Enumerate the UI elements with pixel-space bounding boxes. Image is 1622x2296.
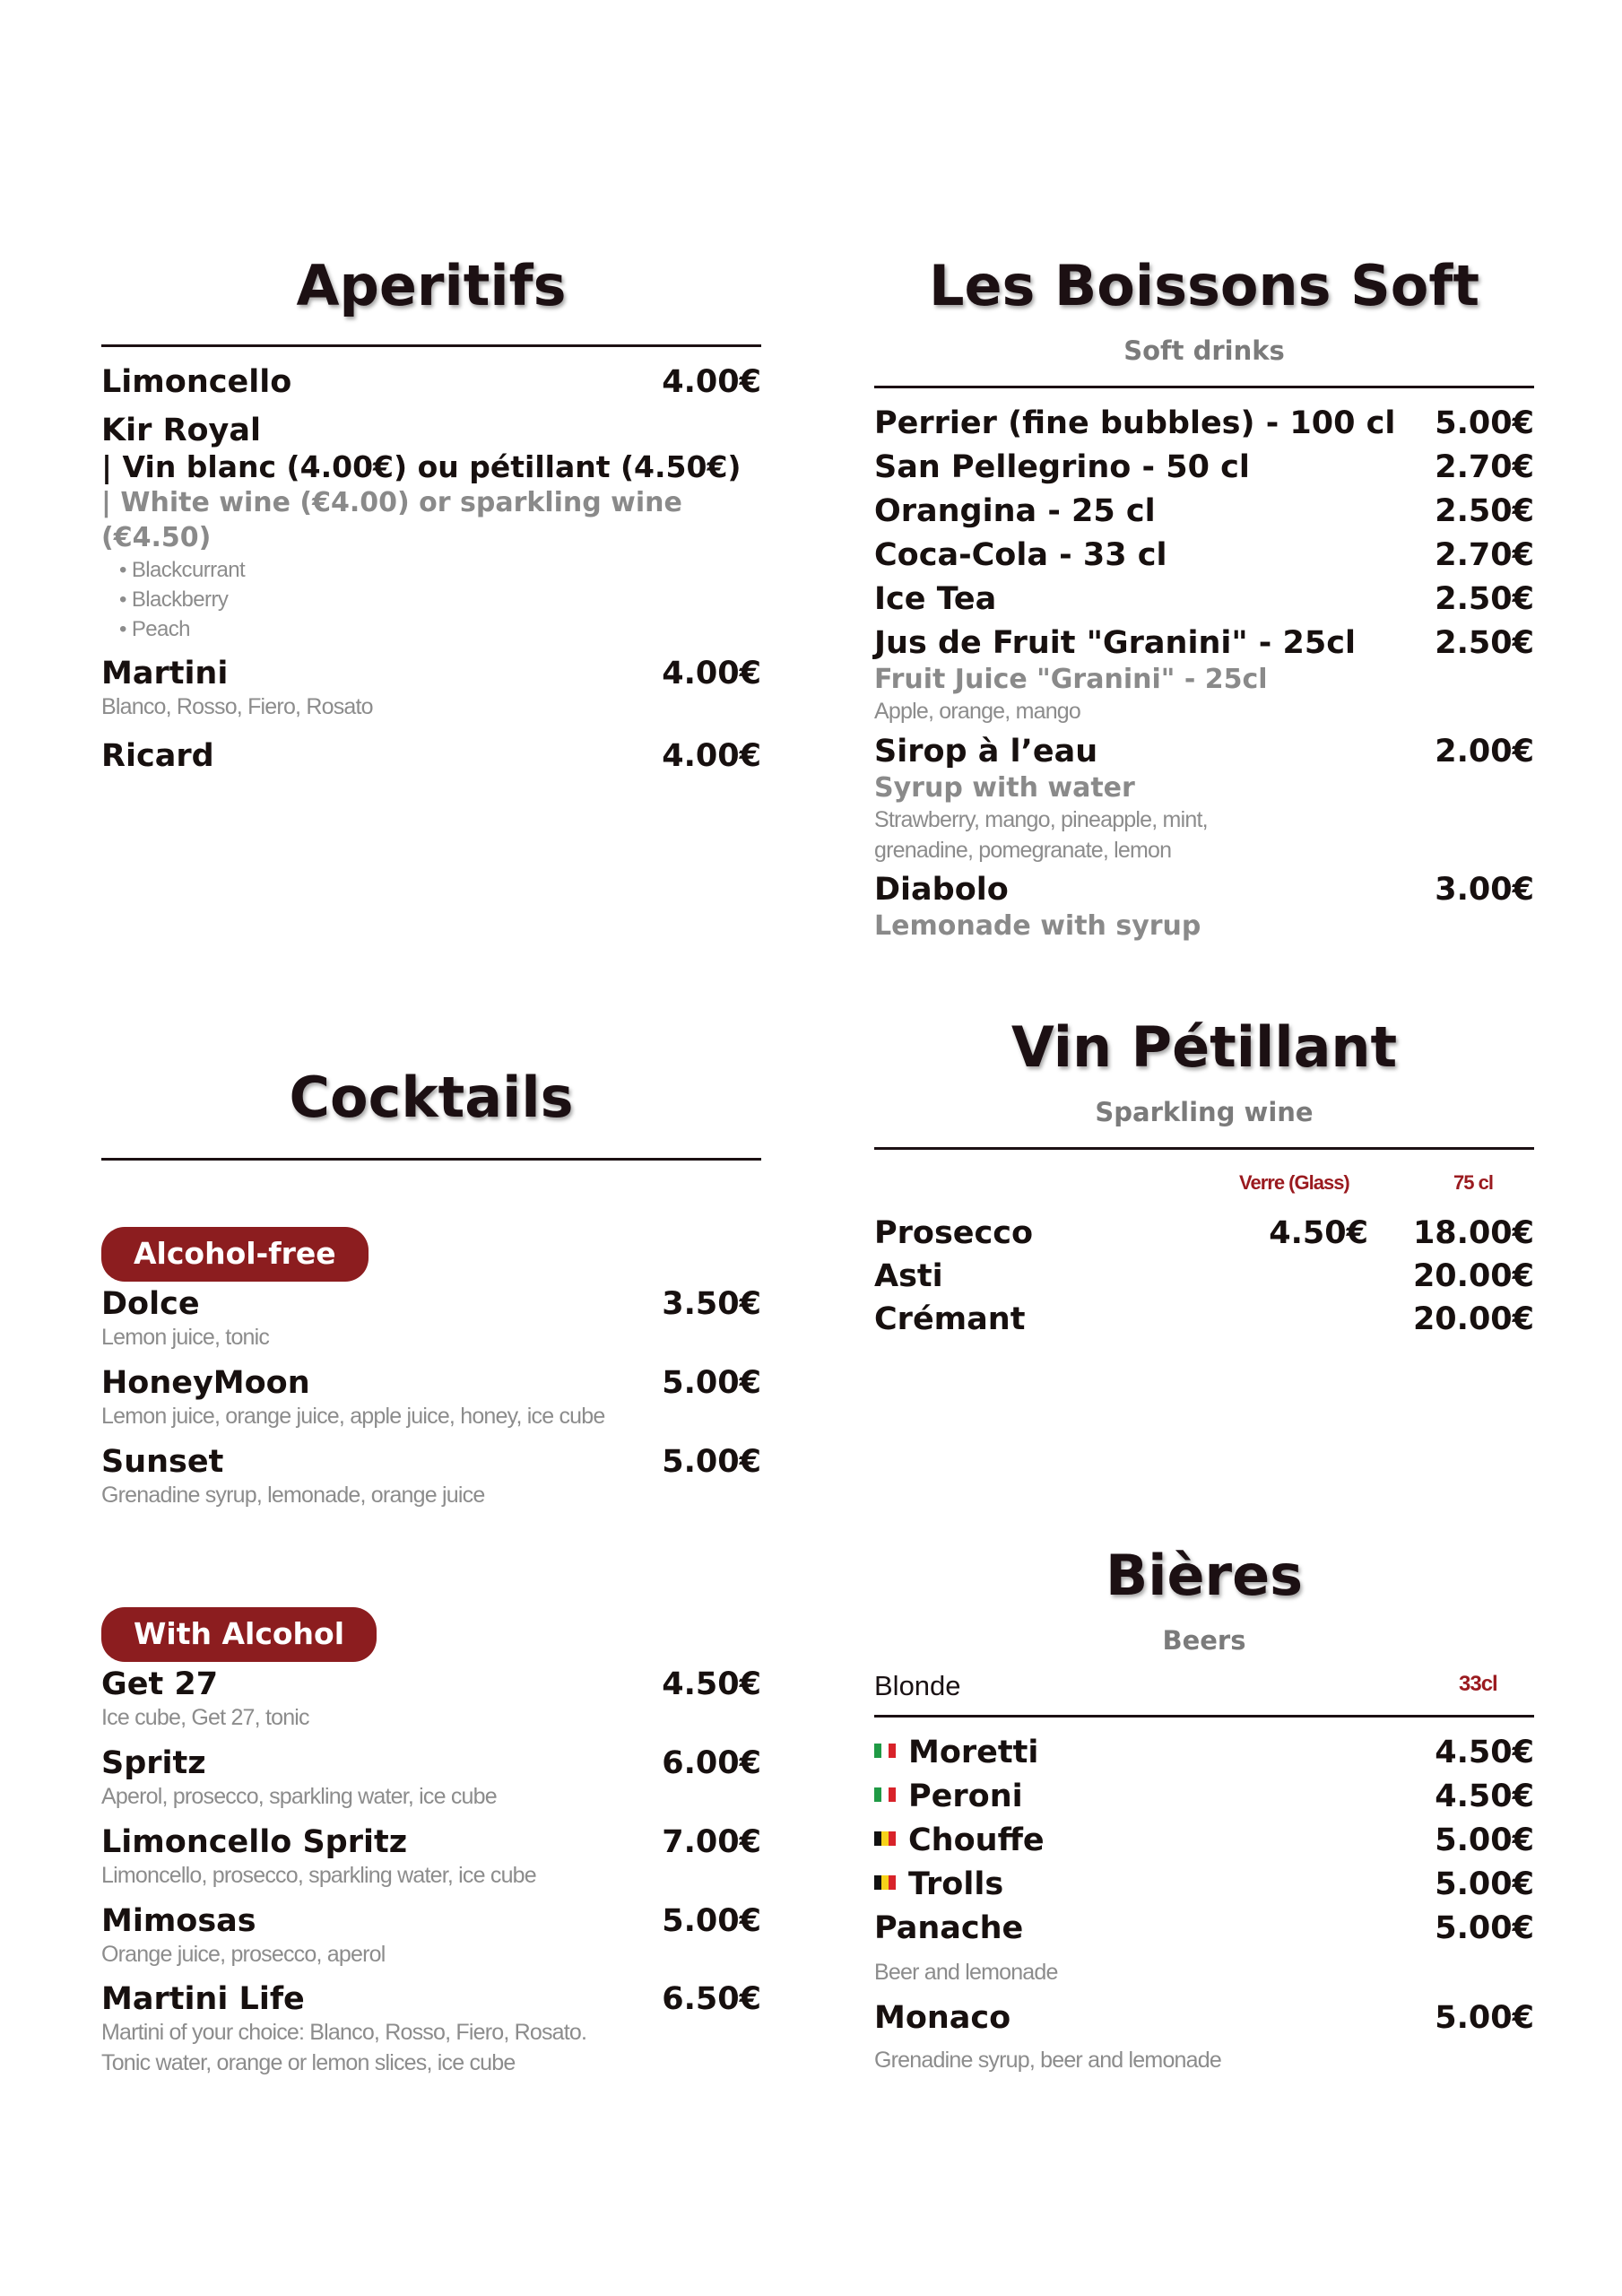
menu-item-chouffe xyxy=(874,1822,1534,1859)
menu-item-sunset xyxy=(101,1443,761,1511)
kir-line-fr: | Vin blanc (4.00€) ou pétillant (4.50€) xyxy=(101,449,742,484)
soft-drinks-section xyxy=(874,253,1534,944)
menu-item-dolce xyxy=(101,1285,761,1353)
soft-drinks-divider xyxy=(874,386,1534,388)
beers-category-row xyxy=(874,1670,1534,1708)
beers-list xyxy=(874,1734,1534,2076)
menu-item-panache xyxy=(874,1909,1534,1988)
item-desc: Blanco, Rosso, Fiero, Rosato xyxy=(101,693,373,719)
item-desc: Beer and lemonade xyxy=(874,1960,1058,1985)
menu-item-san-pellegrino xyxy=(874,448,1534,486)
item-name: Get 27 xyxy=(101,1666,219,1703)
kir-option: • Blackberry xyxy=(119,587,229,612)
beers-subtitle: Beers xyxy=(1162,1625,1246,1656)
beer-size-header: 33cl xyxy=(1459,1672,1497,1696)
sparkling-column-headers xyxy=(874,1171,1534,1202)
menu-item-diabolo xyxy=(874,871,1534,944)
italy-flag-icon xyxy=(874,1787,896,1802)
aperitifs-section xyxy=(101,253,761,775)
item-desc: Lemon juice, tonic xyxy=(101,1325,270,1350)
item-name: Spritz xyxy=(101,1745,206,1781)
item-price: 4.50€ xyxy=(1435,1735,1534,1770)
beers-title: Bières xyxy=(1105,1543,1304,1608)
item-glass-price: 4.50€ xyxy=(1269,1215,1368,1251)
menu-item-limoncello xyxy=(101,363,761,401)
item-name: HoneyMoon xyxy=(101,1364,310,1401)
item-price: 6.50€ xyxy=(662,1981,761,2018)
soft-drinks-title: Les Boissons Soft xyxy=(928,253,1480,318)
item-price: 2.70€ xyxy=(1435,449,1534,485)
item-desc: Ice cube, Get 27, tonic xyxy=(101,1705,309,1731)
item-name: Kir Royal xyxy=(101,413,261,448)
sparkling-wine-subtitle: Sparkling wine xyxy=(1095,1097,1314,1127)
item-bottle-price: 18.00€ xyxy=(1412,1215,1534,1251)
item-name: Perrier (fine bubbles) - 100 cl xyxy=(874,405,1396,441)
item-desc: Orange juice, prosecco, aperol xyxy=(101,1941,386,1967)
item-price: 5.00€ xyxy=(1435,1822,1534,1858)
menu-item-sirop xyxy=(874,733,1534,866)
with-alcohol-group xyxy=(101,1607,761,2079)
item-name: Martini Life xyxy=(101,1981,305,2018)
item-desc: grenadine, pomegranate, lemon xyxy=(874,837,1172,863)
cocktails-title: Cocktails xyxy=(289,1065,574,1130)
belgium-flag-icon xyxy=(874,1875,896,1890)
item-price: 2.00€ xyxy=(1435,733,1534,770)
item-price: 4.00€ xyxy=(662,737,761,774)
item-name: Orangina - 25 cl xyxy=(874,493,1156,529)
item-price: 4.50€ xyxy=(1435,1779,1534,1814)
item-price: 4.50€ xyxy=(662,1666,761,1703)
item-desc: Apple, orange, mango xyxy=(874,699,1081,724)
item-subtitle: Syrup with water xyxy=(874,771,1135,804)
menu-item-cremant xyxy=(874,1300,1534,1338)
item-price: 5.00€ xyxy=(1435,1910,1534,1946)
item-price: 5.00€ xyxy=(1435,1999,1534,2036)
item-name: Ricard xyxy=(101,737,214,774)
item-name: Sunset xyxy=(101,1443,224,1480)
menu-item-monaco xyxy=(874,1999,1534,2076)
item-desc: Lemon juice, orange juice, apple juice, honey, ice cube xyxy=(101,1403,605,1429)
item-name-text: Moretti xyxy=(908,1735,1039,1770)
item-subtitle: Fruit Juice "Granini" - 25cl xyxy=(874,664,1268,695)
item-bottle-price: 20.00€ xyxy=(1412,1258,1534,1294)
item-price: 5.00€ xyxy=(662,1364,761,1401)
sparkling-wine-divider xyxy=(874,1147,1534,1150)
menu-item-martini xyxy=(101,655,761,723)
item-name: Limoncello Spritz xyxy=(101,1823,408,1860)
item-price: 4.00€ xyxy=(662,655,761,691)
item-name-text: Chouffe xyxy=(908,1822,1045,1858)
item-desc: Tonic water, orange or lemon slices, ice cube xyxy=(101,2050,516,2075)
item-bottle-price: 20.00€ xyxy=(1412,1301,1534,1337)
item-desc: Martini of your choice: Blanco, Rosso, Fiero, Rosato. xyxy=(101,2020,587,2046)
menu-item-prosecco xyxy=(874,1214,1534,1252)
kir-option: • Peach xyxy=(119,616,190,641)
menu-item-coca-cola xyxy=(874,536,1534,574)
glass-column-header: Verre (Glass) xyxy=(1239,1171,1349,1194)
item-desc: Aperol, prosecco, sparkling water, ice cube xyxy=(101,1784,497,1809)
alcohol-free-badge: Alcohol-free xyxy=(101,1227,369,1282)
item-desc: Grenadine syrup, lemonade, orange juice xyxy=(101,1482,485,1508)
beers-section xyxy=(874,1543,1534,2076)
menu-item-peroni xyxy=(874,1778,1534,1815)
item-price: 2.70€ xyxy=(1435,537,1534,573)
menu-item-granini xyxy=(874,624,1534,727)
menu-item-mimosas xyxy=(101,1902,761,1970)
item-name: Prosecco xyxy=(874,1215,1034,1251)
item-price: 7.00€ xyxy=(662,1823,761,1860)
with-alcohol-badge: With Alcohol xyxy=(101,1607,377,1662)
item-price: 2.50€ xyxy=(1435,581,1534,617)
item-name: Ice Tea xyxy=(874,581,997,617)
kir-line-en: | White wine (€4.00) or sparkling wine (€4.50) xyxy=(101,486,682,553)
menu-item-moretti xyxy=(874,1734,1534,1771)
item-name: Mimosas xyxy=(101,1902,256,1939)
menu-item-martini-life xyxy=(101,1980,761,2079)
menu-item-limoncello-spritz xyxy=(101,1823,761,1892)
menu-item-trolls xyxy=(874,1866,1534,1903)
item-name: Coca-Cola - 33 cl xyxy=(874,537,1167,573)
item-name: Monaco xyxy=(874,1999,1011,2036)
aperitifs-title: Aperitifs xyxy=(296,253,567,318)
item-price: 2.50€ xyxy=(1435,493,1534,529)
menu-item-spritz xyxy=(101,1744,761,1813)
item-price: 5.00€ xyxy=(1435,405,1534,441)
sparkling-wine-section xyxy=(874,1014,1534,1338)
item-name: Sirop à l’eau xyxy=(874,733,1098,770)
aperitifs-divider xyxy=(101,344,761,347)
item-price: 4.00€ xyxy=(662,364,761,400)
soft-drinks-list xyxy=(874,404,1534,944)
item-price: 5.00€ xyxy=(662,1902,761,1939)
item-price: 5.00€ xyxy=(662,1443,761,1480)
menu-item-honeymoon xyxy=(101,1364,761,1432)
item-desc: Grenadine syrup, beer and lemonade xyxy=(874,2047,1221,2073)
item-desc: Limoncello, prosecco, sparkling water, ice cube xyxy=(101,1862,536,1888)
soft-drinks-subtitle: Soft drinks xyxy=(1123,335,1285,366)
cocktails-section xyxy=(101,1065,761,2079)
item-name: Dolce xyxy=(101,1286,200,1322)
kir-option: • Blackcurrant xyxy=(119,557,246,582)
bottle-column-header: 75 cl xyxy=(1453,1171,1493,1194)
item-name-text: Peroni xyxy=(908,1779,1023,1814)
menu-item-ricard xyxy=(101,737,761,775)
item-name: Jus de Fruit "Granini" - 25cl xyxy=(874,625,1356,661)
beer-category-label: Blonde xyxy=(874,1670,961,1701)
menu-item-get27 xyxy=(101,1665,761,1734)
menu-item-ice-tea xyxy=(874,580,1534,618)
item-name: Diabolo xyxy=(874,872,1009,909)
menu-item-perrier xyxy=(874,404,1534,442)
cocktails-divider xyxy=(101,1158,761,1161)
item-price: 2.50€ xyxy=(1435,625,1534,661)
item-name: San Pellegrino - 50 cl xyxy=(874,449,1250,485)
menu-item-orangina xyxy=(874,492,1534,530)
menu-item-asti xyxy=(874,1257,1534,1295)
italy-flag-icon xyxy=(874,1744,896,1758)
item-name: Panache xyxy=(874,1910,1024,1946)
item-price: 5.00€ xyxy=(1435,1866,1534,1902)
item-name: Asti xyxy=(874,1258,943,1294)
item-name: Limoncello xyxy=(101,364,292,400)
item-name: Crémant xyxy=(874,1301,1026,1337)
menu-item-kir-royal xyxy=(101,412,761,644)
item-price: 3.00€ xyxy=(1435,872,1534,909)
belgium-flag-icon xyxy=(874,1831,896,1846)
item-name-text: Trolls xyxy=(908,1866,1004,1902)
beers-divider xyxy=(874,1715,1534,1718)
item-price: 3.50€ xyxy=(662,1286,761,1322)
item-price: 6.00€ xyxy=(662,1745,761,1781)
item-desc: Strawberry, mango, pineapple, mint, xyxy=(874,806,1208,832)
item-name: Martini xyxy=(101,655,229,691)
item-subtitle: Lemonade with syrup xyxy=(874,910,1201,943)
sparkling-wine-title: Vin Pétillant xyxy=(1010,1014,1398,1080)
alcohol-free-group xyxy=(101,1227,761,1510)
